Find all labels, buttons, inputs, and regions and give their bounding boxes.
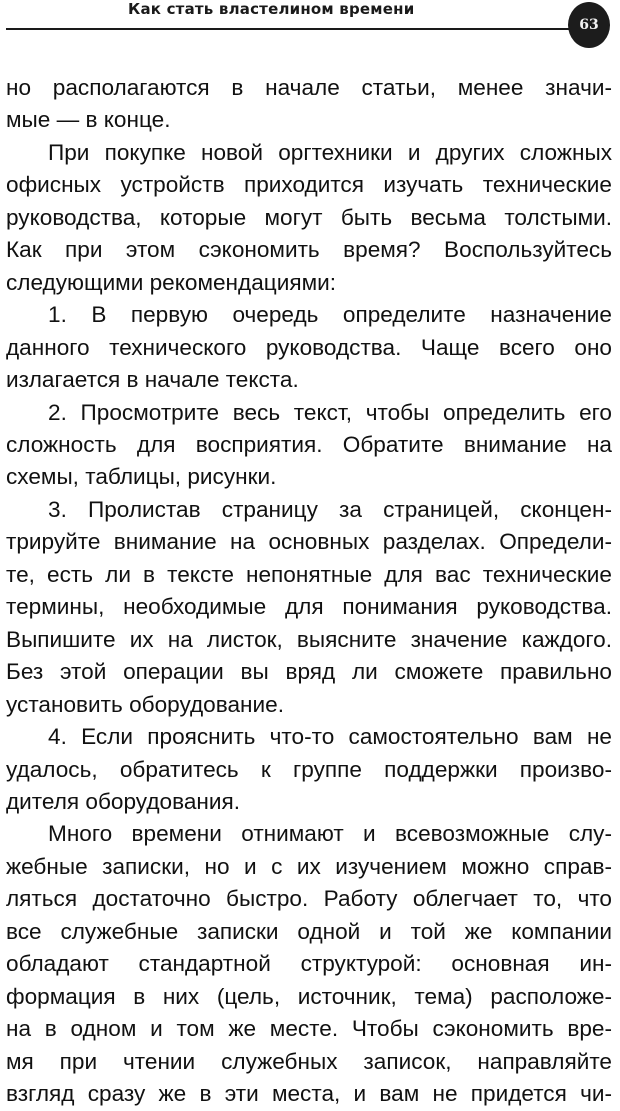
text-line: 1. В первую очередь определите назначение [48,302,612,328]
text-line: удалось, обратитесь к группе поддержки произво- [6,756,612,782]
text-line: установить оборудование. [6,691,284,717]
text-line: Как при этом сэкономить время? Воспользуйтесь [6,237,612,263]
text-line: жебные записки, но и с их изучением можно справ- [6,853,612,879]
page-number-badge [568,2,610,48]
text-line: схемы, таблицы, рисунки. [6,464,277,490]
text-line: руководства, которые могут быть весьма толстыми. [6,204,612,230]
text-line: 4. Если прояснить что-то самостоятельно вам не [48,724,612,750]
text-line: мя при чтении служебных записок, направляйте [6,1048,612,1074]
paragraph [6,818,612,1110]
paragraph [6,397,612,494]
text-line: ляться достаточно быстро. Работу облегчает то, что [6,886,612,912]
text-line: данного технического руководства. Чаще всего оно [6,334,612,360]
paragraph [6,137,612,299]
page-number: 63 [579,17,599,33]
body-text [6,72,612,1111]
header-rule [6,28,572,30]
paragraph [6,72,612,137]
text-line: мые — в конце. [6,107,171,133]
text-line: Много времени отнимают и всевозможные слу- [48,821,612,847]
text-line: те, есть ли в тексте непонятные для вас технические [6,561,612,587]
text-line: Выпишите их на листок, выясните значение каждого. [6,626,612,652]
text-line: трируйте внимание на основных разделах. Определи- [6,529,612,555]
text-line: взгляд сразу же в эти места, и вам не придется чи- [6,1081,612,1107]
text-line: При покупке новой оргтехники и других сложных [48,139,612,165]
text-line: обладают стандартной структурой: основная ин- [6,951,612,977]
text-line: 2. Просмотрите весь текст, чтобы определить его [48,399,612,425]
paragraph [6,721,612,818]
text-line: на в одном и том же месте. Чтобы сэкономить вре- [6,1016,612,1042]
paragraph [6,494,612,721]
running-title: Как стать властелином времени [128,0,415,18]
text-line: следующими рекомендациями: [6,269,337,295]
text-line: офисных устройств приходится изучать технические [6,172,612,198]
page-header [0,0,620,52]
text-line: дителя оборудования. [6,788,241,814]
text-line: 3. Пролистав страницу за страницей, сконцен- [48,496,612,522]
text-line: все служебные записки одной и той же компании [6,918,612,944]
text-line: излагается в начале текста. [6,367,299,393]
text-line: Без этой операции вы вряд ли сможете правильно [6,659,612,685]
text-line: но располагаются в начале статьи, менее значи- [6,75,612,100]
text-line: формация в них (цель, источник, тема) расположе- [6,983,612,1009]
text-line: термины, необходимые для понимания руководства. [6,594,612,620]
paragraph [6,299,612,396]
text-line: сложность для восприятия. Обратите внимание на [6,431,612,457]
